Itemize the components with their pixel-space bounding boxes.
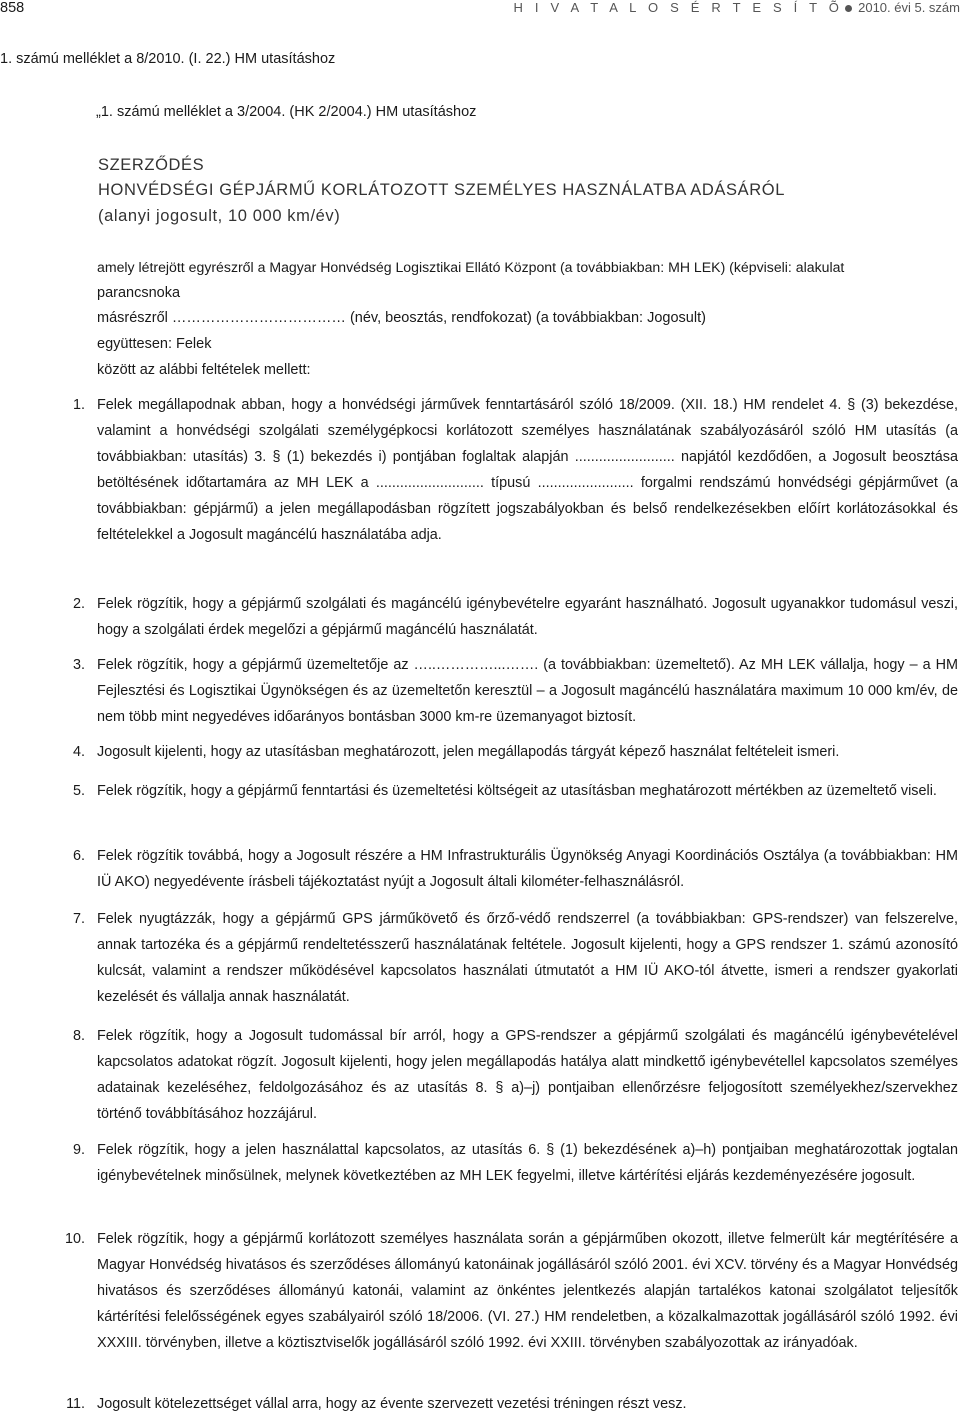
clause-text: Felek rögzítik, hogy a jelen használattal kapcsolatos, az utasítás 6. § (1) bekezdésének a)–h) pontjaiban meghatározottak jogtalan igénybevételnek minősülnek, melynek következtében az MH LEK fegyelmi, illetve kártérítési eljárás kezdeményezésére jogosult. <box>97 1142 958 1185</box>
clause-number: 2. <box>72 596 85 612</box>
page-number: 858 <box>0 0 25 16</box>
clause-number: 9. <box>72 1142 85 1158</box>
preamble-line-1: amely létrejött egyrészről a Magyar Honvédség Logisztikai Ellátó Központ (a továbbiakban: MH LEK) (képviseli: alakulat <box>97 259 845 275</box>
preamble-line-2: parancsnoka <box>97 285 181 301</box>
page-header <box>0 0 960 24</box>
clause-number: 1. <box>72 397 85 413</box>
clause-number: 3. <box>72 657 85 673</box>
clause-number: 4. <box>72 744 85 760</box>
title-line-1: SZERZŐDÉS <box>98 156 205 174</box>
clause-text: Felek rögzítik, hogy a gépjármű korlátozott személyes használata során a gépjárműben okozott, illetve felmerült kár megtérítésére a Magyar Honvédség hivatásos és szerződéses állományú katonáinak jogállásáról szóló 2001. évi XCV. törvény és a Magyar Honvédség hivatásos és szerződéses állományú katonái, valamint az önkéntes jelentkezés alapján tartalékos katonai szolgálatot teljesítők kártérítési felelősségének egyes szabályairól szóló 18/2006. (VI. 27.) HM rendeletben, a közalkalmazottak jogállásáról szóló 1992. évi XXXIII. törvényben, illetve a köztisztviselők jogállásáról szóló 1992. évi XXIII. törvényben szabályozottak az irányadóak. <box>97 1231 958 1352</box>
clause-text: Jogosult kijelenti, hogy az utasításban meghatározott, jelen megállapodás tárgyát képező használat feltételeit ismeri. <box>97 744 840 760</box>
publication-name: H I V A T A L O S É R T E S Í T Õ <box>513 0 844 15</box>
clause-number: 10. <box>64 1231 85 1247</box>
clause-number: 7. <box>72 911 85 927</box>
clause-number: 11. <box>66 1396 85 1412</box>
clause-text: Jogosult kötelezettséget vállal arra, hogy az évente szervezett vezetési tréningen részt vesz. <box>97 1396 687 1412</box>
title-line-2: HONVÉDSÉGI GÉPJÁRMŰ KORLÁTOZOTT SZEMÉLYES HASZNÁLATBA ADÁSÁRÓL <box>98 181 785 199</box>
preamble-line-3: másrészről ……………………………… (név, beosztás, rendfokozat) (a továbbiakban: Jogosult) <box>97 310 706 326</box>
clause-number: 5. <box>72 783 85 799</box>
bullet-dot-icon <box>845 5 852 12</box>
publication-title <box>514 0 960 15</box>
preamble-line-5: között az alábbi feltételek mellett: <box>97 362 311 378</box>
clause-text: Felek nyugtázzák, hogy a gépjármű GPS járműkövető és őrző-védő rendszerrel (a továbbiakban: GPS-rendszer) van felszerelve, annak tartozéka és a gépjármű rendeltetésszerű használatának feltétele. Jogosult kijelenti, hogy a GPS rendszer 1. számú azonosító kulcsát, valamint a rendszer működésével kapcsolatos használati útmutatót a HM IÜ AKO-tól átvette, ismeri a rendszer gyakorlati kezelését és vállalja annak használatát. <box>97 911 958 1006</box>
annex-line-1: 1. számú melléklet a 8/2010. (I. 22.) HM utasításhoz <box>0 51 336 67</box>
clause-text: Felek rögzítik továbbá, hogy a Jogosult részére a HM Infrastrukturális Ügynökség Anyagi Koordinációs Osztálya (a továbbiakban: HM IÜ AKO) negyedévente írásbeli tájékoztatást nyújt a Jogosult általi kilométer-felhasználásról. <box>97 848 958 891</box>
clause-number: 6. <box>72 848 85 864</box>
clause-text: Felek megállapodnak abban, hogy a honvédségi járművek fenntartásáról szóló 18/2009. (XII. 18.) HM rendelet 4. § (3) bekezdése, valamint a honvédségi szolgálati személygépkocsi korlátozott személyes használatának szabályozásáról szóló HM utasítás (a továbbiakban: utasítás) 3. § (1) bekezdés i) pontjában foglaltak alapján ......................... napjától kezdődően, a Jogosult beosztása betöltésének időtartamára az MH LEK a ........................... típusú ........................ forgalmi rendszámú honvédségi gépjárművet (a továbbiakban: gépjármű) a jelen megállapodásban rögzített jogszabályokban és belső rendelkezésekben előírt korlátozásokkal és feltételekkel a Jogosult magáncélú használatába adja. <box>97 397 958 544</box>
clause-text: Felek rögzítik, hogy a Jogosult tudomással bír arról, hogy a GPS-rendszer a gépjármű szolgálati és magáncélú igénybevételével kapcsolatos adatokat rögzít. Jogosult kijelenti, hogy jelen megállapodás hatálya alatt mindkettő igénybevétellel kapcsolatos személyes adatainak kezeléséhez, feldolgozásához és az utasítás 8. § a)–j) pontjaiban ellenőrzésre feljogosított személyekhez/szervekhez történő továbbításához hozzájárul. <box>97 1028 958 1123</box>
annex-line-2: „1. számú melléklet a 3/2004. (HK 2/2004.) HM utasításhoz <box>96 104 477 120</box>
preamble-line-4: együttesen: Felek <box>97 336 212 352</box>
clause-number: 8. <box>72 1028 85 1044</box>
clause-text: Felek rögzítik, hogy a gépjármű szolgálati és magáncélú igénybevételre egyaránt használható. Jogosult ugyanakkor tudomásul veszi, hogy a szolgálati érdek megelőzi a gépjármű magáncélú használatát. <box>97 596 958 639</box>
issue-label: 2010. évi 5. szám <box>858 0 960 15</box>
clause-text: Felek rögzítik, hogy a gépjármű üzemeltetője az …..…………...……. (a továbbiakban: üzemeltető). Az MH LEK vállalja, hogy – a HM Fejlesztési és Logisztikai Ügynökségen és az üzemeltetőn keresztül – a Jogosult magáncélú használatára maximum 10 000 km/év, de nem több mint negyedéves időarányos bontásban 3000 km-re üzemanyagot biztosít. <box>97 657 958 726</box>
title-line-3: (alanyi jogosult, 10 000 km/év) <box>98 207 341 225</box>
clause-text: Felek rögzítik, hogy a gépjármű fenntartási és üzemeltetési költségeit az utasításban meghatározott mértékben az üzemeltető viseli. <box>97 783 937 799</box>
